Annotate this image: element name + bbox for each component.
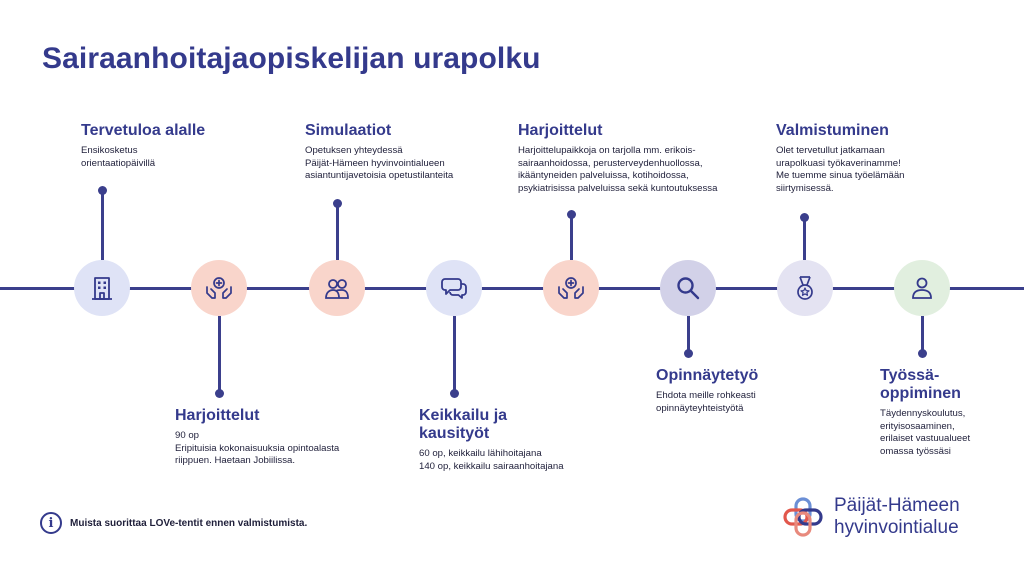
stem-dot-4 (450, 389, 459, 398)
step-desc-line: sairaanhoidossa, perusterveydenhuollossa, (518, 157, 703, 169)
step-simulaatiot (305, 122, 505, 183)
stem-1 (101, 190, 104, 260)
stem-dot-8 (918, 349, 927, 358)
step-desc-line: Eripituisia kokonaisuuksia opintoalasta (175, 442, 340, 454)
step-title: Simulaatiot (305, 122, 392, 139)
step-desc-line: Olet tervetullut jatkamaan (776, 145, 885, 156)
stem-dot-3 (333, 199, 342, 208)
medal-icon (777, 260, 833, 316)
step-desc-line: Päijät-Hämeen hyvinvointialueen (305, 157, 445, 169)
stem-4 (453, 316, 456, 394)
building-icon (74, 260, 130, 316)
step-desc-line: 90 op (175, 430, 200, 441)
info-icon: i (40, 512, 62, 534)
stem-3 (336, 204, 339, 260)
step-desc-line: urapolkuasi työkaverinamme! (776, 157, 901, 169)
chat-bubbles-icon (426, 260, 482, 316)
stem-dot-1 (98, 186, 107, 195)
step-harjoittelut-1 (175, 407, 385, 468)
step-desc-line: opinnäyteyhteistyötä (656, 402, 744, 414)
step-keikkailu (419, 407, 619, 473)
stem-dot-5 (567, 210, 576, 219)
step-desc-line: siirtymisessä. (776, 182, 834, 194)
step-desc-line: asiantuntijavetoisia opetustilanteita (305, 170, 454, 181)
step-title-line: Työssä- (880, 367, 940, 384)
person-icon (894, 260, 950, 316)
step-desc-line: 140 op, keikkailu sairaanhoitajana (419, 460, 564, 472)
step-desc-line: erilaiset vastuualueet (880, 433, 971, 444)
step-desc-line: erityisosaaminen, (880, 420, 955, 432)
step-opinnaytetyo (656, 367, 816, 415)
step-desc-line: orientaatiopäivillä (81, 157, 156, 169)
step-desc-line: Opetuksen yhteydessä (305, 145, 403, 156)
step-valmistuminen (776, 122, 956, 195)
step-desc-line: riippuen. Haetaan Jobiilissa. (175, 455, 295, 466)
page-title: Sairaanhoitajaopiskelijan urapolku (42, 42, 541, 75)
brand-name-line: Päijät-Hämeen (834, 495, 960, 516)
stem-5 (570, 215, 573, 260)
step-desc-line: Ehdota meille rohkeasti (656, 390, 756, 401)
info-note (40, 512, 307, 534)
people-icon (309, 260, 365, 316)
step-desc-line: psykiatrisissa palveluissa sekä kuntoutuksessa (518, 182, 718, 194)
brand-logo-icon (782, 496, 824, 538)
step-title: Harjoittelut (518, 122, 603, 139)
step-desc-line: Täydennyskoulutus, (880, 408, 966, 419)
hands-plus-icon (191, 260, 247, 316)
stem-2 (218, 316, 221, 394)
step-tervetuloa (81, 122, 251, 170)
brand-name-line: hyvinvointialue (834, 517, 959, 538)
step-harjoittelut-2 (518, 122, 758, 195)
stem-dot-7 (800, 213, 809, 222)
brand-logo (782, 495, 960, 539)
timeline-line (0, 287, 1024, 290)
step-title: Opinnäytetyö (656, 367, 759, 384)
stem-dot-6 (684, 349, 693, 358)
magnifier-icon (660, 260, 716, 316)
hands-plus-icon (543, 260, 599, 316)
step-desc-line: Ensikosketus (81, 145, 138, 156)
step-desc-line: 60 op, keikkailu lähihoitajana (419, 448, 542, 459)
step-tyossaoppiminen (880, 367, 1010, 458)
step-desc-line: ikääntyneiden palveluissa, kotihoidossa, (518, 170, 689, 181)
step-title: Tervetuloa alalle (81, 122, 206, 139)
stem-dot-2 (215, 389, 224, 398)
info-text: Muista suorittaa LOVe-tentit ennen valmistumista. (70, 517, 308, 529)
step-desc-line: omassa työssäsi (880, 445, 951, 457)
step-desc-line: Me tuemme sinua työelämään (776, 170, 905, 181)
step-title-line: Keikkailu ja (419, 407, 508, 424)
step-title: Harjoittelut (175, 407, 260, 424)
step-title-line: oppiminen (880, 385, 961, 402)
step-desc-line: Harjoittelupaikkoja on tarjolla mm. erikois- (518, 145, 696, 156)
step-title: Valmistuminen (776, 122, 889, 139)
step-title-line: kausityöt (419, 425, 490, 442)
stem-7 (803, 218, 806, 260)
